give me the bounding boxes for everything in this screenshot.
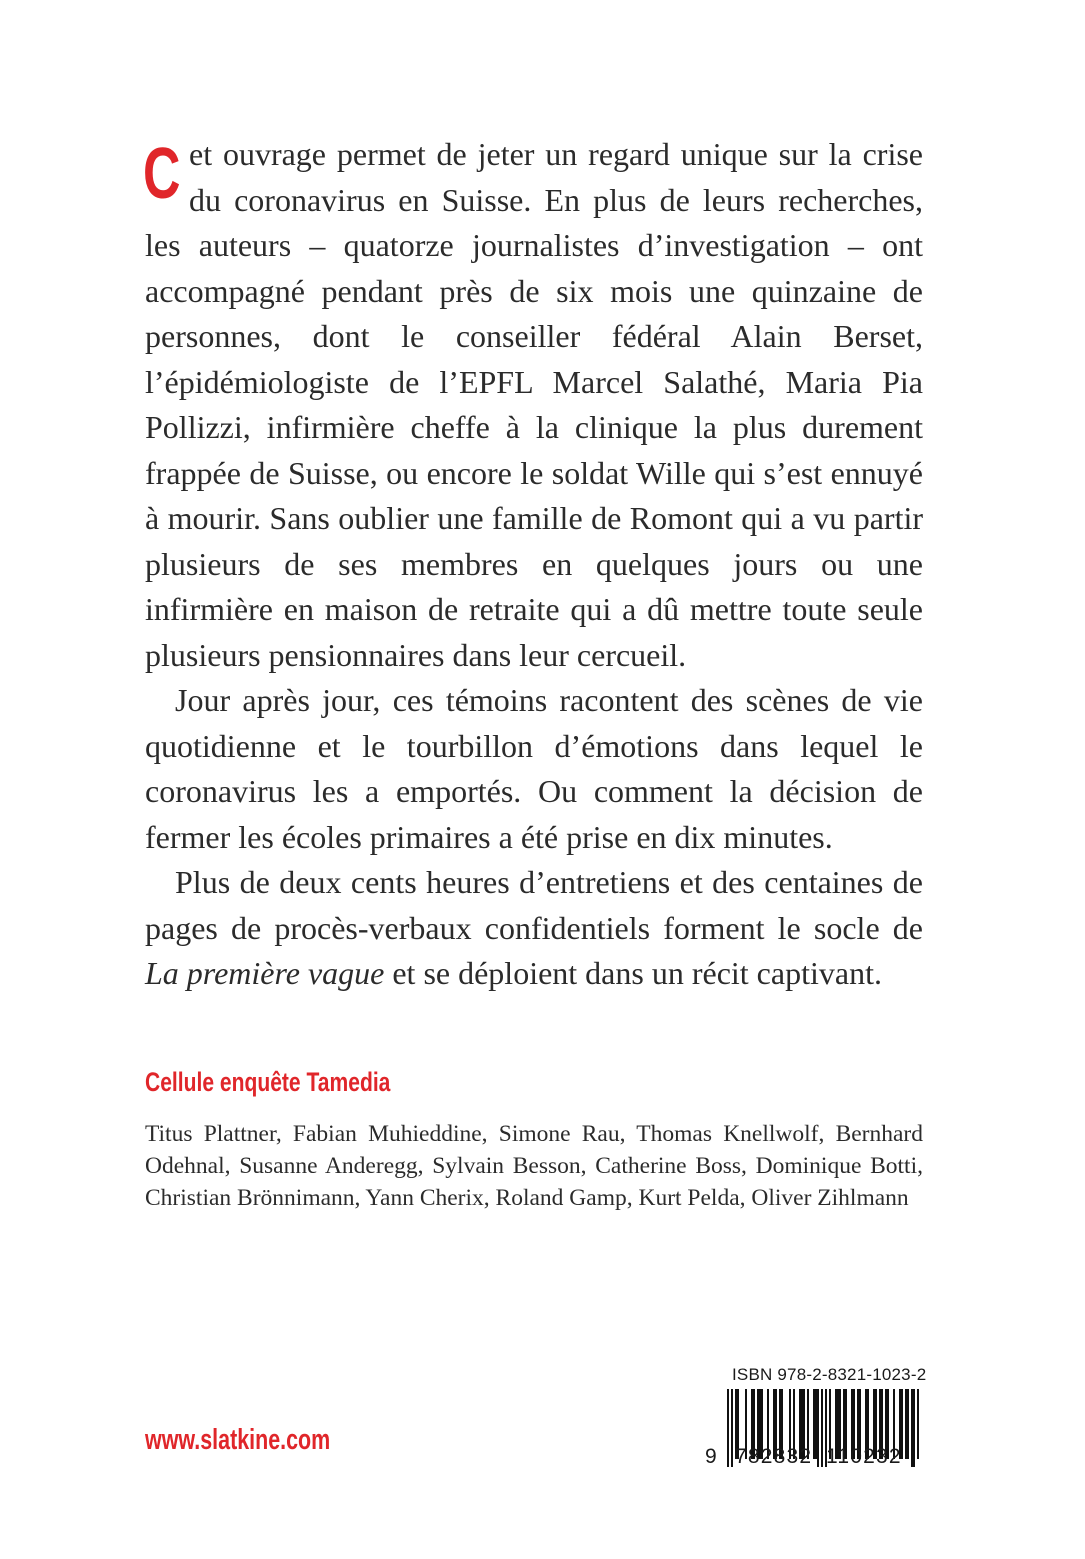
publisher-website: www.slatkine.com xyxy=(145,1424,331,1456)
authors-list: Titus Plattner, Fabian Muhieddine, Simone Rau, Thomas Knellwolf, Bernhard Odehnal, Susanne Anderegg, Sylvain Besson, Catherine Boss, Dominique Botti, Christian Brönnimann, Yann Cherix, Roland Gamp, Kurt Pelda, Oliver Zihlmann xyxy=(145,1121,923,1211)
book-title-italic: La première vague xyxy=(145,955,385,991)
back-cover-blurb xyxy=(145,132,923,997)
isbn-barcode-block xyxy=(703,1365,929,1475)
blurb-paragraph-3-tail: et se déploient dans un récit captivant. xyxy=(384,955,882,991)
barcode-right-group: 110232 xyxy=(826,1445,902,1468)
authors-heading: Cellule enquête Tamedia xyxy=(145,1067,391,1097)
blurb-paragraph-1 xyxy=(145,132,923,678)
drop-cap: C xyxy=(143,134,181,214)
blurb-paragraph-3 xyxy=(145,860,923,997)
blurb-paragraph-1-text: et ouvrage permet de jeter un regard unique sur la crise du coronavirus en Suisse. En plus de leurs recherches, les auteurs – quatorze journalistes d’investigation – ont accompagné pendant près de six mois une quinzaine de personnes, dont le conseiller fédéral Alain Berset, l’épidémiologiste de l’EPFL Marcel Salathé, Maria Pia Pollizzi, infirmière cheffe à la clinique la plus durement frappée de Suisse, ou encore le soldat Wille qui s’est ennuyé à mourir. Sans oublier une famille de Romont qui a vu partir plusieurs de ses membres en quelques jours ou une infirmière en maison de retraite qui a dû mettre toute seule plusieurs pensionnaires dans leur cercueil. xyxy=(145,136,923,673)
blurb-paragraph-2: Jour après jour, ces témoins racontent des scènes de vie quotidienne et le tourbillon d’émotions dans lequel le coronavirus les a emportés. Ou comment la décision de fermer les écoles primaires a été prise en dix minutes. xyxy=(145,682,923,855)
isbn-label: ISBN 978-2-8321-1023-2 xyxy=(732,1365,927,1384)
barcode-left-group: 782832 xyxy=(735,1445,813,1468)
barcode-lead-digit: 9 xyxy=(705,1445,717,1468)
blurb-paragraph-3-lead: Plus de deux cents heures d’entretiens et des centaines de pages de procès-verbaux confidentiels forment le socle de xyxy=(145,864,923,946)
